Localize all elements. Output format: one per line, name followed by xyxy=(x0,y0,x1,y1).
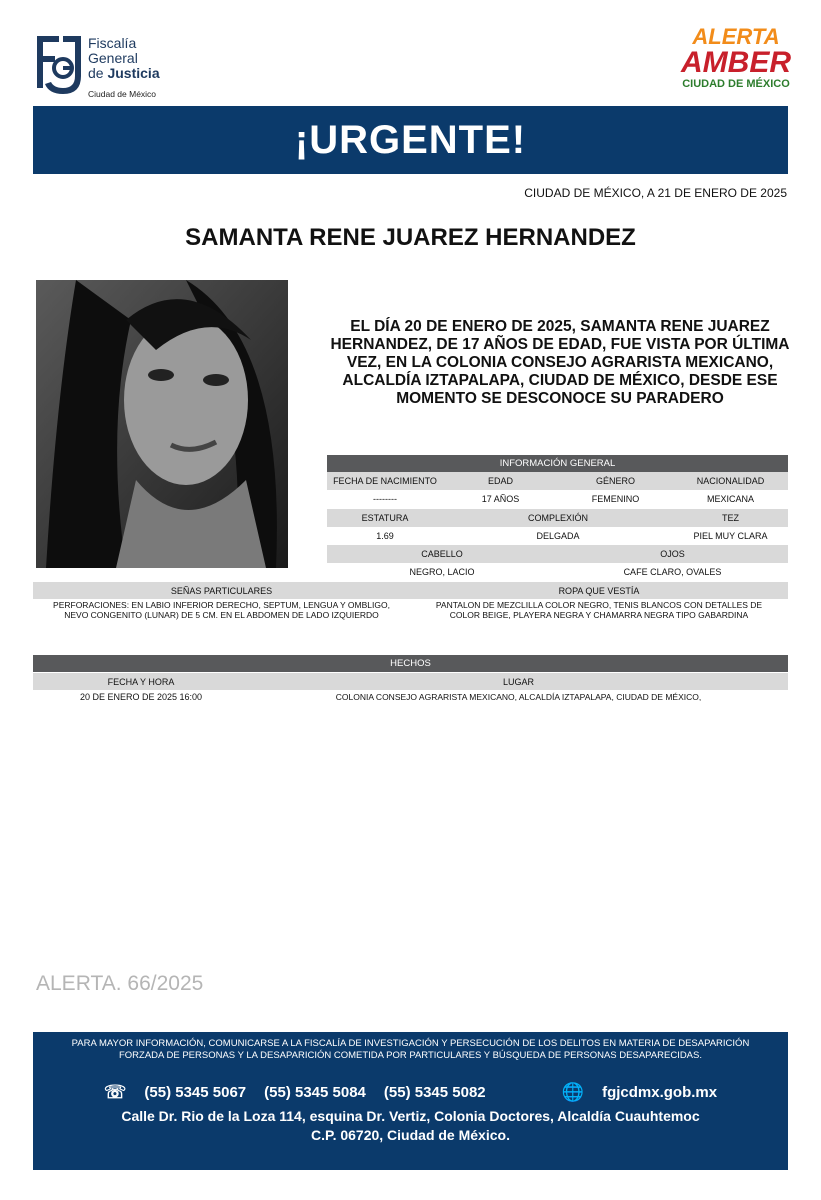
value-clothing: PANTALON DE MEZCLILLA COLOR NEGRO, TENIS BLANCOS CON DETALLES DE COLOR BEIGE, PLAYERA NEGRA Y CHAMARRA NEGRA TIPO GABARDINA xyxy=(435,600,763,620)
urgent-banner: ¡URGENTE! xyxy=(33,106,788,174)
value-place: COLONIA CONSEJO AGRARISTA MEXICANO, ALCALDÍA IZTAPALAPA, CIUDAD DE MÉXICO, xyxy=(335,692,702,702)
value-age: 17 AÑOS xyxy=(481,494,520,504)
website-link[interactable]: fgjcdmx.gob.mx xyxy=(602,1084,718,1101)
value-build: DELGADA xyxy=(536,531,580,541)
header-place: LUGAR xyxy=(502,676,534,687)
missing-person-photo xyxy=(36,280,288,568)
info-general-header xyxy=(327,455,788,472)
phone-icon: ☏ xyxy=(103,1082,127,1102)
contact-footer xyxy=(33,1032,788,1170)
amber-line-3: CIUDAD DE MÉXICO xyxy=(682,78,790,90)
alert-date: CIUDAD DE MÉXICO, A 21 DE ENERO DE 2025 xyxy=(524,186,787,200)
header-eyes: OJOS xyxy=(660,549,685,559)
value-date-time: 20 DE ENERO DE 2025 16:00 xyxy=(79,692,203,702)
hechos-header xyxy=(33,655,788,672)
info-row-1-headers xyxy=(327,472,788,490)
header-hair: CABELLO xyxy=(421,549,463,559)
phone-3[interactable]: (55) 5345 5082 xyxy=(383,1084,486,1101)
info-general-title: INFORMACIÓN GENERAL xyxy=(499,458,616,469)
phone-2[interactable]: (55) 5345 5084 xyxy=(264,1084,366,1101)
header-gender: GÉNERO xyxy=(595,476,635,486)
fgj-line-3-prefix: de xyxy=(88,65,104,81)
footer-note xyxy=(33,1038,788,1062)
fgj-name xyxy=(88,36,160,102)
header-date-time: FECHA Y HORA xyxy=(107,676,175,687)
missing-person-name: SAMANTA RENE JUAREZ HERNANDEZ xyxy=(185,224,636,251)
phone-1[interactable]: (55) 5345 5067 xyxy=(144,1084,247,1101)
info-row-2-headers xyxy=(327,509,788,527)
value-hair: NEGRO, LACIO xyxy=(409,567,475,577)
value-nationality: MEXICANA xyxy=(706,494,754,504)
footer-note-line-2: FORZADA DE PERSONAS Y LA DESAPARICIÓN COMETIDA POR PARTICULARES Y BÚSQUEDA DE PERSONAS DESAPARECIDAS. xyxy=(118,1050,702,1061)
alerta-amber-logo xyxy=(680,26,792,100)
fgj-line-3-bold: Justicia xyxy=(107,65,160,81)
value-gender: FEMENINO xyxy=(591,494,640,504)
fgj-line-2: General xyxy=(88,50,138,66)
header-nationality: NACIONALIDAD xyxy=(696,476,765,486)
fgj-emblem-icon xyxy=(33,30,85,98)
value-height: 1.69 xyxy=(376,531,394,541)
senas-ropa-values xyxy=(33,600,788,624)
address-line-2: C.P. 06720, Ciudad de México. xyxy=(311,1127,510,1143)
senas-ropa-headers xyxy=(33,582,788,599)
fgj-line-4: Ciudad de México xyxy=(88,89,157,99)
info-row-2-values xyxy=(327,527,788,545)
header-distinguishing-marks: SEÑAS PARTICULARES xyxy=(170,585,273,596)
case-description: EL DÍA 20 DE ENERO DE 2025, SAMANTA RENE JUAREZ HERNANDEZ, DE 17 AÑOS DE EDAD, FUE VISTA POR ÚLTIMA VEZ, EN LA COLONIA CONSEJO AGRARISTA MEXICANO, ALCALDÍA IZTAPALAPA, CIUDAD DE MÉXICO, DESDE ESE MOMENTO SE DESCONOCE SU PARADERO xyxy=(330,318,790,407)
hechos-values xyxy=(33,690,788,704)
amber-line-2: AMBER xyxy=(681,46,791,79)
portrait-image xyxy=(36,280,288,568)
value-skin: PIEL MUY CLARA xyxy=(693,531,768,541)
hechos-title: HECHOS xyxy=(390,658,431,669)
info-row-1-values xyxy=(327,490,788,508)
header-birthdate: FECHA DE NACIMIENTO xyxy=(333,476,437,486)
globe-icon: 🌐 xyxy=(561,1082,585,1102)
value-birthdate: -------- xyxy=(373,494,397,504)
footer-note-line-1: PARA MAYOR INFORMACIÓN, COMUNICARSE A LA FISCALÍA DE INVESTIGACIÓN Y PERSECUCIÓN DE LOS DELITOS EN MATERIA DE DESAPARICIÓN xyxy=(71,1038,750,1049)
info-row-3-headers xyxy=(327,545,788,563)
value-distinguishing-marks: PERFORACIONES: EN LABIO INFERIOR DERECHO, SEPTUM, LENGUA Y OMBLIGO, NEVO CONGENITO (LUNAR) DE 5 CM. EN EL ABDOMEN DE LADO IZQUIERDO xyxy=(53,600,390,620)
header-height: ESTATURA xyxy=(361,513,409,523)
alert-number: ALERTA. 66/2025 xyxy=(36,972,204,995)
address-line-1: Calle Dr. Rio de la Loza 114, esquina Dr. Vertiz, Colonia Doctores, Alcaldía Cuauhtemoc xyxy=(121,1108,700,1124)
header-age: EDAD xyxy=(487,476,513,486)
value-eyes: CAFE CLARO, OVALES xyxy=(623,567,722,577)
header-build: COMPLEXIÓN xyxy=(527,513,588,523)
amber-line-1: ALERTA xyxy=(692,24,780,49)
hechos-column-headers xyxy=(33,673,788,690)
footer-address xyxy=(33,1107,788,1145)
fgj-line-1: Fiscalía xyxy=(88,35,137,51)
info-row-3-values xyxy=(327,563,788,581)
footer-phones xyxy=(33,1082,788,1103)
header-clothing: ROPA QUE VESTÍA xyxy=(558,585,640,596)
header-skin: TEZ xyxy=(722,513,739,523)
